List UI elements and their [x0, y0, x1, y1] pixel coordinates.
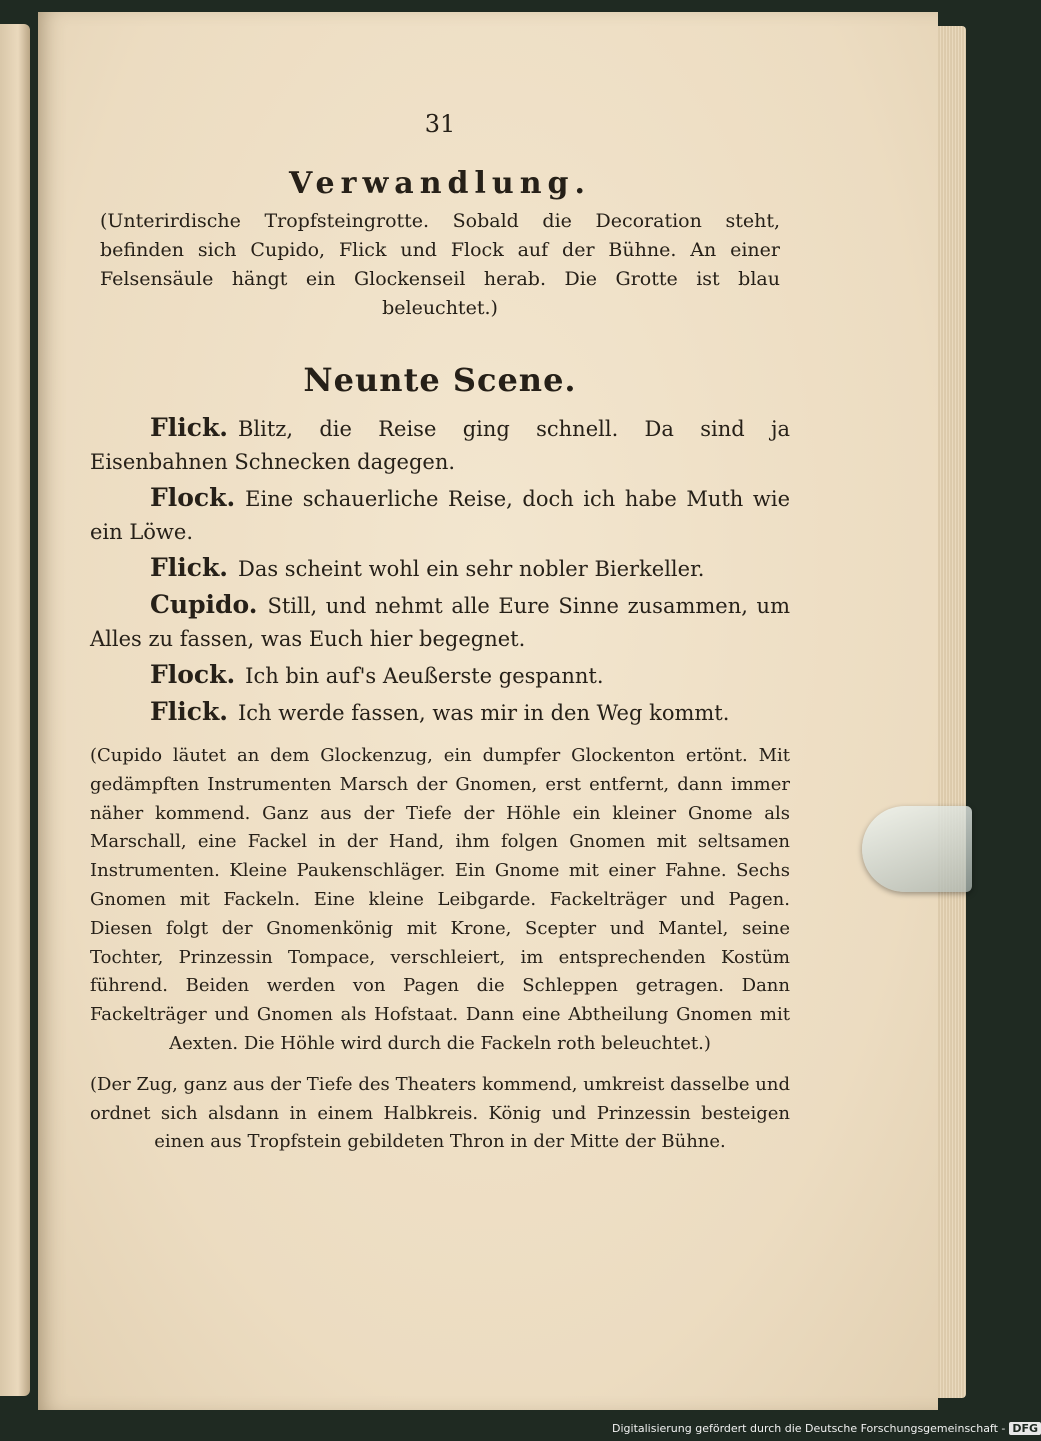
- dialogue-line: [90, 551, 790, 586]
- speaker-name: Flick.: [150, 413, 228, 442]
- stage-direction-procession: (Cupido läutet an dem Glockenzug, ein dumpfer Glockenton ertönt. Mit gedämpften Instrumenten Marsch der Gnomen, erst entfernt, dann immer näher kommend. Ganz aus der Tiefe der Höhle ein kleiner Gnome als Marschall, eine Fackel in der Hand, ihm folgen Gnomen mit seltsamen Instrumenten. Kleine Paukenschläger. Ein Gnome mit einer Fahne. Sechs Gnomen mit Fackeln. Eine kleine Leibgarde. Fackelträger und Pagen. Diesen folgt der Gnomenkönig mit Krone, Scepter und Mantel, seine Tochter, Prinzessin Tompace, verschleiert, im entsprechenden Kostüm führend. Beiden werden von Pagen die Schleppen getragen. Dann Fackelträger und Gnomen als Hofstaat. Dann eine Abtheilung Gnomen mit Aexten. Die Höhle wird durch die Fackeln roth beleuchtet.): [90, 745, 790, 1054]
- facing-page-edge: [0, 24, 30, 1396]
- speaker-name: Flock.: [150, 660, 236, 689]
- scene-heading-neunte-scene: Neunte Scene.: [303, 361, 577, 399]
- dialogue-line: [90, 588, 790, 656]
- dialogue-block: [90, 411, 790, 730]
- speaker-name: Cupido.: [150, 590, 258, 619]
- dialogue-text: Ich werde fassen, was mir in den Weg kommt.: [238, 701, 730, 725]
- speaker-name: Flick.: [150, 553, 228, 582]
- dialogue-line: [90, 658, 790, 693]
- dialogue-text: Ich bin auf's Aeußerste gespannt.: [245, 664, 604, 688]
- page-number: 31: [424, 110, 456, 138]
- footer-text: Digitalisierung gefördert durch die Deutsche Forschungsgemeinschaft -: [612, 1422, 1006, 1435]
- speaker-name: Flick.: [150, 697, 228, 726]
- dialogue-line: [90, 481, 790, 549]
- stage-direction-grotto: (Unterirdische Tropfsteingrotte. Sobald die Decoration steht, befinden sich Cupido, Flick und Flock auf der Bühne. An einer Felsensäule hängt ein Glockenseil herab. Die Grotte ist blau beleuchtet.): [100, 210, 780, 319]
- page-clip: [862, 806, 972, 892]
- speaker-name: Flock.: [150, 483, 236, 512]
- dialogue-line: [90, 695, 790, 730]
- page-content: [90, 110, 790, 1161]
- stage-direction-throne: (Der Zug, ganz aus der Tiefe des Theaters kommend, umkreist dasselbe und ordnet sich alsdann in einem Halbkreis. König und Prinzessin besteigen einen aus Tropfstein gebildeten Thron in der Mitte der Bühne.: [90, 1073, 790, 1153]
- dialogue-text: Blitz, die Reise ging schnell. Da sind ja Eisenbahnen Schnecken dagegen.: [90, 417, 790, 474]
- dfg-logo: DFG: [1009, 1422, 1041, 1435]
- scene-heading-verwandlung: Verwandlung.: [289, 166, 591, 201]
- footer-credit: [612, 1422, 1041, 1435]
- dialogue-text: Das scheint wohl ein sehr nobler Bierkeller.: [238, 557, 705, 581]
- dialogue-text: Eine schauerliche Reise, doch ich habe Muth wie ein Löwe.: [90, 487, 790, 544]
- dialogue-text: Still, und nehmt alle Eure Sinne zusammen, um Alles zu fassen, was Euch hier begegnet.: [90, 594, 790, 651]
- dialogue-line: [90, 411, 790, 479]
